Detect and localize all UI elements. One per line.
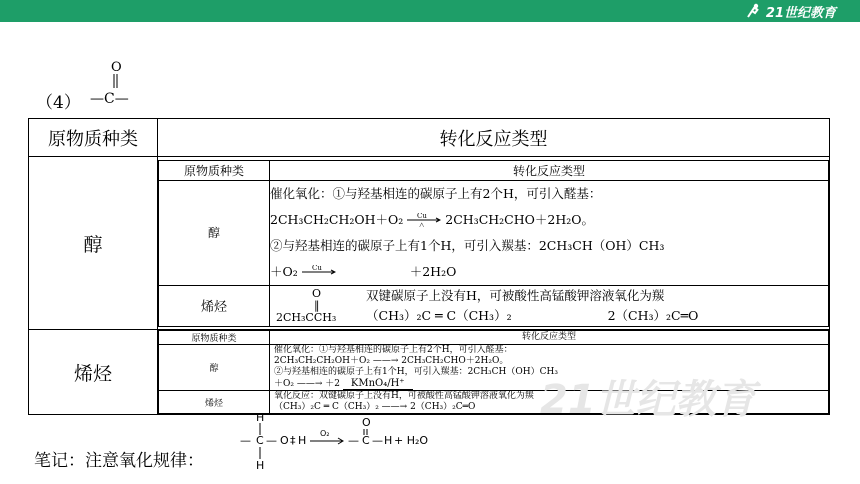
alcohol-line-1: 催化氧化：①与羟基相连的碳原子上有2个H，可引入醛基： xyxy=(270,185,602,201)
carbonyl-structure xyxy=(90,58,140,108)
brand-logo xyxy=(744,3,836,19)
svg-text:O₂: O₂ xyxy=(320,429,330,438)
row-alcohol-content xyxy=(158,157,830,330)
svg-text:—: — xyxy=(240,434,251,447)
svg-text:Cu: Cu xyxy=(417,213,428,220)
alcohol-line-4: ＋O₂ Cu ＋2H₂O xyxy=(270,263,457,279)
svg-text:‡: ‡ xyxy=(290,434,296,447)
alkene-line-2: （CH₃）₂C ═ C（CH₃）₂ 2（CH₃）₂C═O xyxy=(366,307,699,323)
logo-text: 21世纪教育 xyxy=(765,5,836,21)
svg-text:C: C xyxy=(362,434,370,447)
svg-text:H: H xyxy=(256,411,265,424)
small-alkene-label: 烯烃 xyxy=(159,391,270,414)
inner-table xyxy=(158,160,829,327)
inner-alcohol-text xyxy=(270,180,829,285)
small-alcohol-text: 催化氧化：①与羟基相连的碳原子上有2个H，可引入醛基： 2CH₃CH₂CH₂OH＋O₂ ——→ 2CH₃CH₂CHO＋2H₂O。 ②与羟基相连的碳原子上有1个H，可引入羰基：2CH₃CH（OH）CH₃ ＋O₂ ——→ ＋2 KMnO₄/H⁺ xyxy=(270,345,829,391)
runner-icon xyxy=(744,3,762,19)
note-label: 笔记：注意氧化规律： xyxy=(34,451,204,471)
row-alcohol-label: 醇 xyxy=(29,157,158,330)
small-header-substance: 原物质种类 xyxy=(159,331,270,345)
alkene-line-1: 双键碳原子上没有H，可被酸性高锰酸钾溶液氧化为羰 xyxy=(366,287,665,303)
small-alcohol-label: 醇 xyxy=(159,345,270,391)
inner-alkene-text xyxy=(270,285,829,326)
small-alkene-text: 氧化反应：双键碳原子上没有H，可被酸性高锰酸钾溶液氧化为羰 （CH₃）₂C ═ C（CH₃）₂ ——→ 2（CH₃）₂C═O xyxy=(270,391,829,414)
svg-text:C: C xyxy=(256,434,264,447)
carbonyl-oxygen: O xyxy=(111,60,122,75)
svg-text:O: O xyxy=(362,416,371,429)
svg-text:H: H xyxy=(384,434,393,447)
header-substance: 原物质种类 xyxy=(29,119,158,157)
carbonyl-group: —C— xyxy=(90,91,129,107)
reaction-arrow-icon xyxy=(302,265,336,279)
svg-text:△: △ xyxy=(419,221,425,227)
ketone-structure: O ‖ 2CH₃CCH₃ xyxy=(276,286,337,324)
watermark-logo: 21世纪教育 xyxy=(540,377,756,423)
svg-text:Cu: Cu xyxy=(311,265,322,272)
svg-text:—: — xyxy=(348,434,359,447)
kmno4-label: KMnO₄/H⁺ xyxy=(343,378,413,390)
alcohol-line-2: 2CH₃CH₂CH₂OH＋O₂ Cu △ 2CH₃CH₂CHO＋2H₂O。 xyxy=(270,211,594,227)
oxidation-rule-equation xyxy=(238,410,438,480)
small-header-reaction: 转化反应类型 xyxy=(270,331,829,345)
inner-alkene-label: 烯烃 xyxy=(159,285,270,326)
row-alkene-label: 烯烃 xyxy=(29,330,158,415)
inner-header-reaction: 转化反应类型 xyxy=(270,160,829,180)
inner-alcohol-label: 醇 xyxy=(159,180,270,285)
header-reaction-type: 转化反应类型 xyxy=(158,119,830,157)
svg-text:H: H xyxy=(256,459,265,472)
item-number: （4） xyxy=(36,93,81,113)
svg-text:+ H₂O: + H₂O xyxy=(394,434,429,447)
svg-text:—: — xyxy=(266,434,277,447)
svg-text:—: — xyxy=(372,434,383,447)
top-banner xyxy=(0,0,860,22)
reaction-arrow-icon xyxy=(407,213,441,227)
svg-text:H: H xyxy=(298,434,307,447)
svg-text:O: O xyxy=(280,434,289,447)
inner-header-substance: 原物质种类 xyxy=(159,160,270,180)
alcohol-line-3: ②与羟基相连的碳原子上有1个H，可引入羰基：2CH₃CH（OH）CH₃ xyxy=(270,237,665,253)
